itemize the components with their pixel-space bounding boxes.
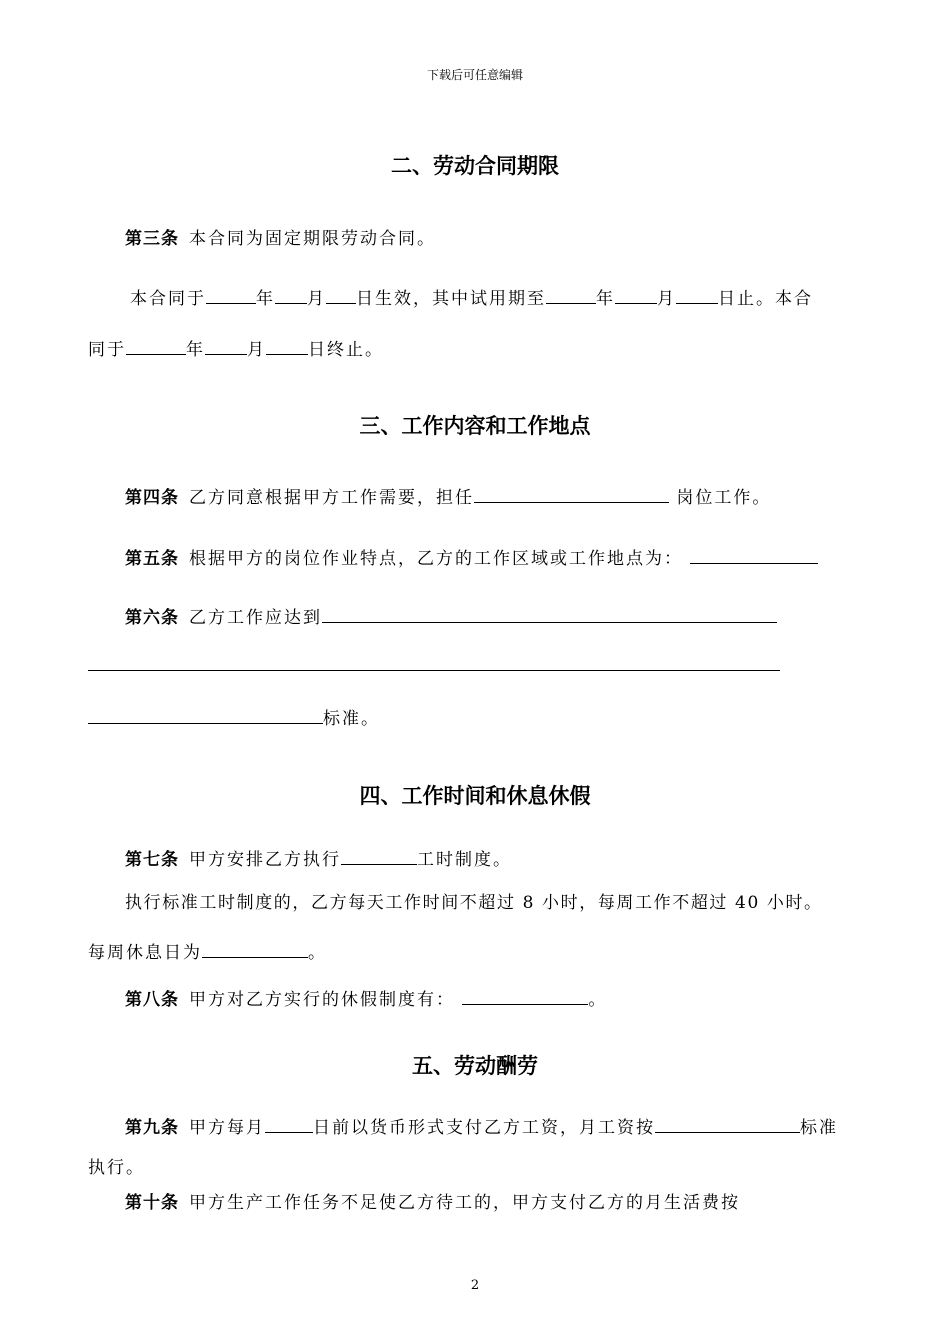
text: 乙方工作应达到	[189, 608, 322, 628]
text: 本合同于	[130, 289, 206, 309]
standard-field-continued[interactable]	[88, 706, 323, 724]
text: 标准。	[323, 709, 380, 729]
text: 甲方安排乙方执行	[189, 850, 341, 870]
text: 月	[247, 340, 266, 360]
article-4	[125, 483, 771, 508]
text: 日止。本合	[718, 289, 813, 309]
article-10	[125, 1188, 740, 1213]
text: 月	[657, 289, 676, 309]
text: 乙方同意根据甲方工作需要，担任	[189, 488, 474, 508]
rest-day-line	[88, 938, 327, 963]
text: 。	[588, 990, 608, 1010]
article-9	[125, 1113, 838, 1138]
article-6-end	[88, 704, 380, 729]
text: 。	[308, 943, 327, 963]
article-label: 第九条	[125, 1118, 179, 1138]
page-number: 2	[470, 1278, 480, 1293]
blank-field[interactable]	[126, 337, 186, 355]
article-label: 第六条	[125, 608, 179, 628]
article-label: 第十条	[125, 1193, 179, 1213]
article-5	[125, 544, 818, 569]
article-6	[125, 603, 777, 628]
work-location-field[interactable]	[690, 546, 818, 564]
text: 年	[186, 340, 205, 360]
text: 甲方生产工作任务不足使乙方待工的，甲方支付乙方的月生活费按	[189, 1193, 740, 1213]
text: 日生效，其中试用期至	[356, 289, 546, 309]
text: 甲方对乙方实行的休假制度有：	[189, 990, 455, 1010]
leave-system-field[interactable]	[462, 987, 588, 1005]
article-label: 第四条	[125, 488, 179, 508]
termination-date-line	[88, 335, 384, 360]
blank-field[interactable]	[205, 337, 247, 355]
text: 标准	[800, 1118, 838, 1138]
text: 工时制度。	[417, 850, 512, 870]
text: 年	[256, 289, 275, 309]
blank-field[interactable]	[676, 286, 718, 304]
blank-field[interactable]	[266, 337, 308, 355]
blank-field[interactable]	[206, 286, 256, 304]
article-9-end: 执行。	[88, 1158, 145, 1178]
blank-field[interactable]	[615, 286, 657, 304]
article-8	[125, 985, 607, 1010]
blank-field[interactable]	[326, 286, 356, 304]
pay-day-field[interactable]	[265, 1115, 313, 1133]
article-label: 第五条	[125, 549, 179, 569]
salary-standard-field[interactable]	[655, 1115, 800, 1133]
text: 日终止。	[308, 340, 384, 360]
blank-field[interactable]	[275, 286, 307, 304]
article-text: 本合同为固定期限劳动合同。	[189, 229, 436, 249]
article-label: 第八条	[125, 990, 179, 1010]
section-title-work-hours: 四、工作时间和休息休假	[359, 784, 591, 808]
text: 每周休息日为	[88, 943, 202, 963]
position-field[interactable]	[474, 485, 669, 503]
article-label: 第三条	[125, 229, 179, 249]
article-label: 第七条	[125, 850, 179, 870]
text: 根据甲方的岗位作业特点，乙方的工作区域或工作地点为：	[189, 549, 683, 569]
page-header: 下载后可任意编辑	[426, 68, 523, 82]
rest-day-field[interactable]	[202, 940, 308, 958]
text: 日前以货币形式支付乙方工资，月工资按	[313, 1118, 655, 1138]
standard-field[interactable]	[322, 605, 777, 623]
hours-system-field[interactable]	[341, 847, 417, 865]
text: 同于	[88, 340, 126, 360]
section-title-work-content: 三、工作内容和工作地点	[359, 414, 591, 438]
effective-date-line	[130, 284, 813, 309]
section-title-term: 二、劳动合同期限	[391, 154, 559, 178]
article-3	[125, 224, 436, 249]
standard-hours-text: 执行标准工时制度的，乙方每天工作时间不超过 8 小时，每周工作不超过 40 小时。	[125, 893, 823, 913]
text: 年	[596, 289, 615, 309]
article-7	[125, 845, 512, 870]
text: 月	[307, 289, 326, 309]
blank-field[interactable]	[546, 286, 596, 304]
text: 甲方每月	[189, 1118, 265, 1138]
standard-field-continued[interactable]	[88, 670, 780, 671]
section-title-remuneration: 五、劳动酬劳	[412, 1054, 538, 1078]
text: 岗位工作。	[676, 488, 772, 508]
